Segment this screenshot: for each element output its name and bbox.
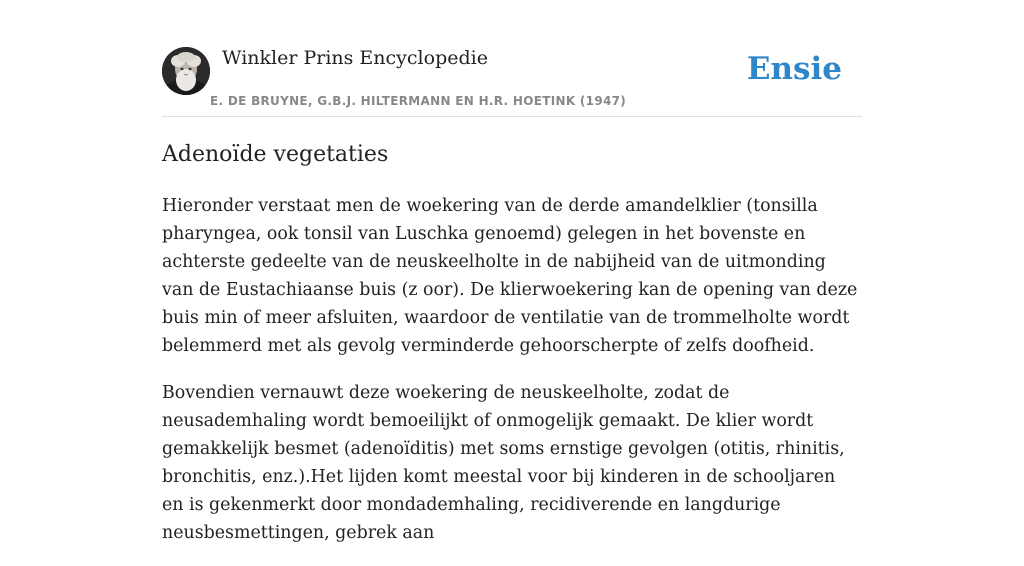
avatar[interactable]: [162, 47, 210, 95]
authors-line: E. DE BRUYNE, G.B.J. HILTERMANN EN H.R. HOETINK (1947): [210, 94, 627, 108]
article-paragraph: Bovendien vernauwt deze woekering de neuskeelholte, zodat de neusademhaling wordt bemoeilijkt of onmogelijk gemaakt. De klier wordt gemakkelijk besmet (adenoïditis) met soms ernstige gevolgen (otitis, rhinitis, bronchitis, enz.).Het lijden komt meestal voor bij kinderen in de schooljaren en is gekenmerkt door mondademhaling, recidiverende en langdurige neusbesmettingen, gebrek aan: [162, 383, 845, 543]
brand-logo[interactable]: Ensie: [746, 51, 842, 87]
publication-title[interactable]: Winkler Prins Encyclopedie: [222, 47, 488, 69]
header: [162, 0, 862, 117]
portrait-avatar-icon: [162, 47, 210, 95]
page-container: [162, 0, 862, 543]
article-title: Adenoïde vegetaties: [162, 142, 389, 167]
article-body: [162, 192, 862, 566]
article-paragraph: Hieronder verstaat men de woekering van de derde amandelklier (tonsilla pharyngea, ook tonsil van Luschka genoemd) gelegen in het bovenste en achterste gedeelte van de neuskeelholte in de nabijheid van de uitmonding van de Eustachiaanse buis (z oor). De klierwoekering kan de opening van deze buis min of meer afsluiten, waardoor de ventilatie van de trommelholte wordt belemmerd met als gevolg verminderde gehoorscherpte of zelfs doofheid.: [162, 196, 858, 356]
